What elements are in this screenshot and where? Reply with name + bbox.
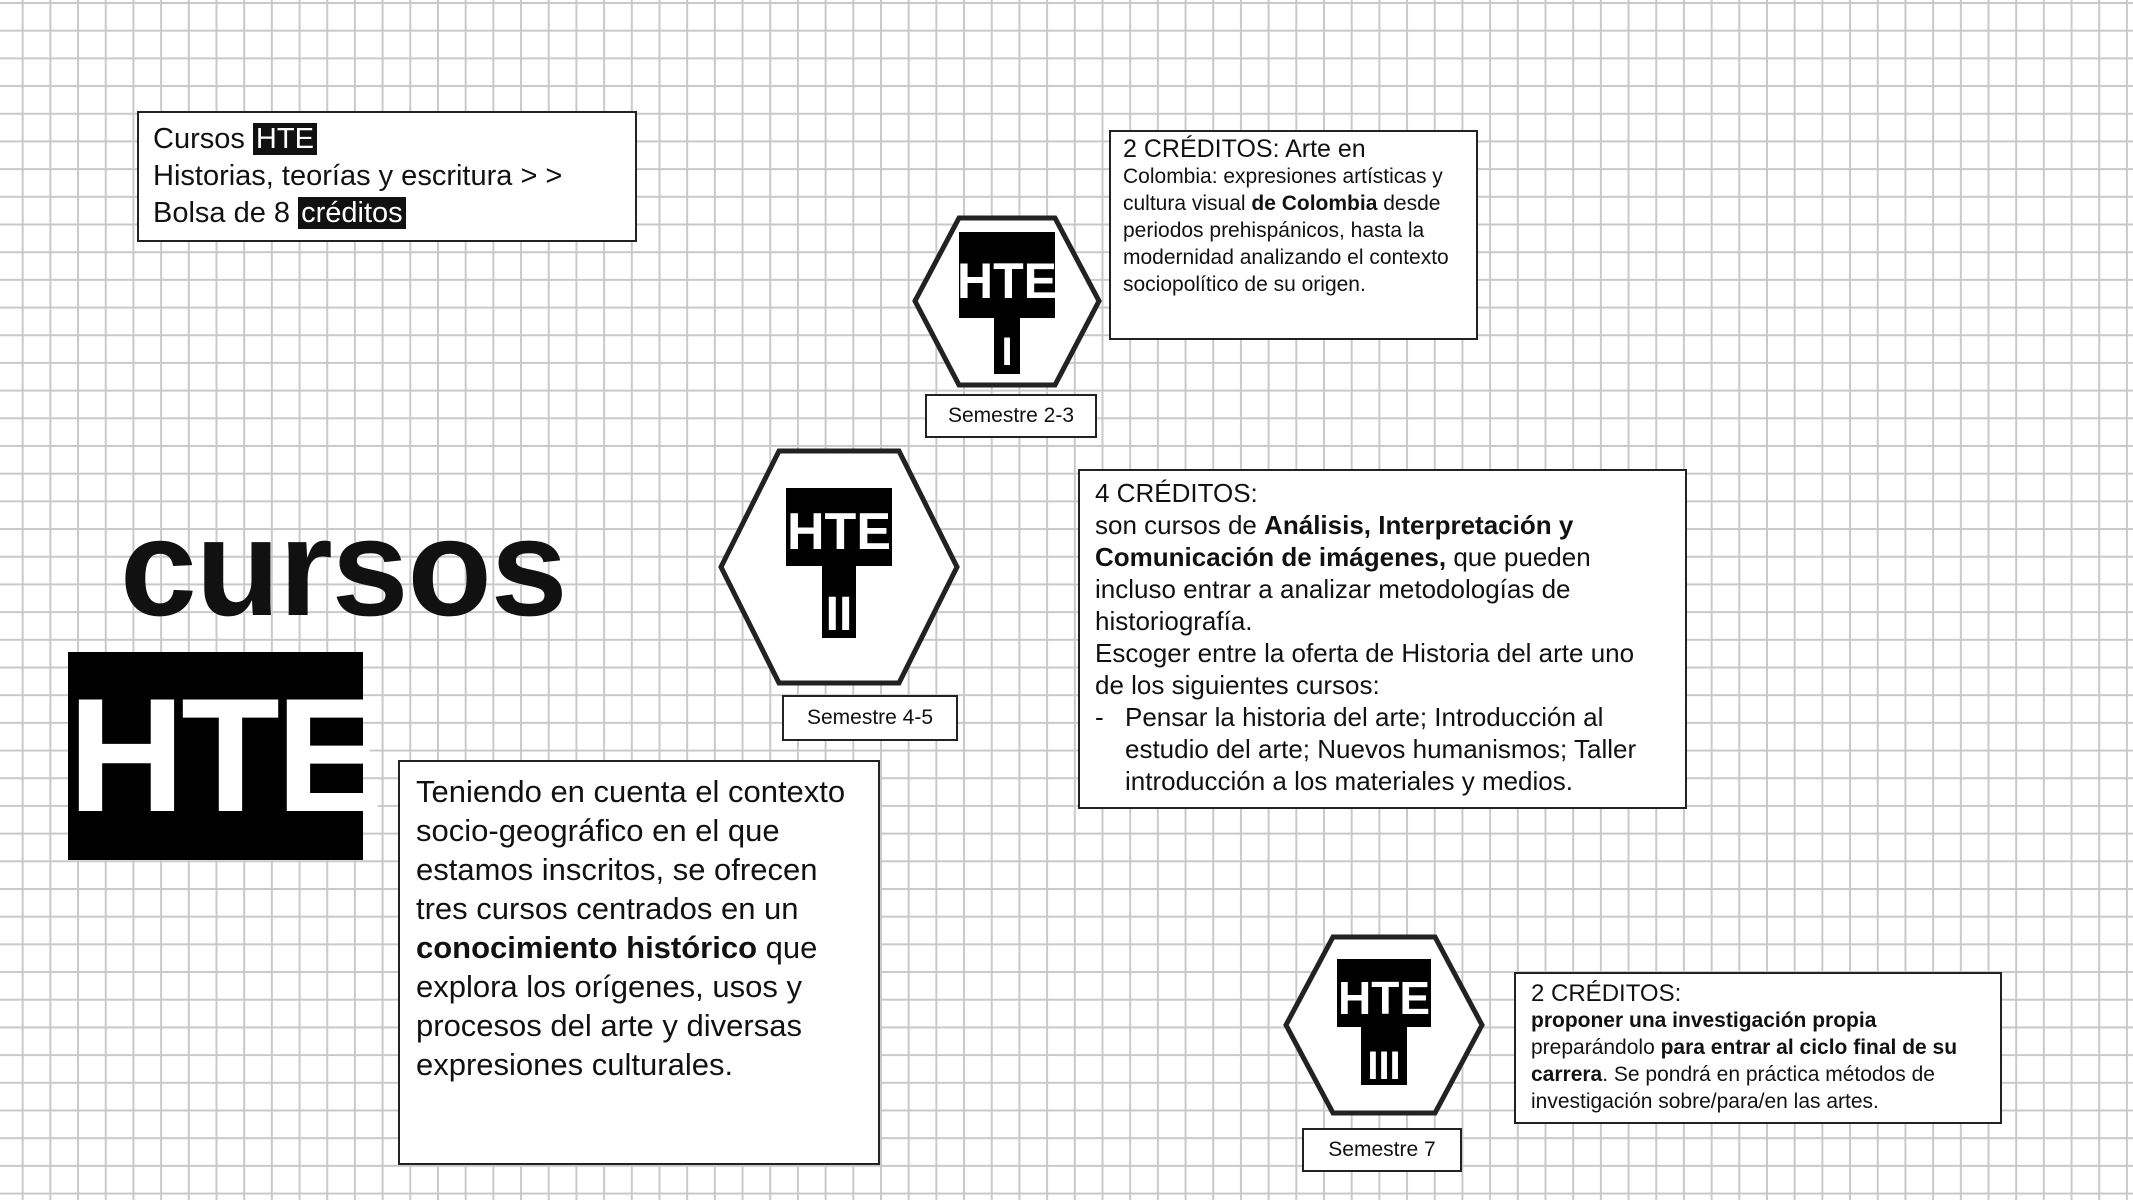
course-1-body [1123, 163, 1464, 298]
course-2-bold: Análisis, Interpretación y Comunicación de imágenes, [1095, 510, 1574, 572]
course-3-text: preparándolo [1531, 1036, 1661, 1059]
page-title-hte-badge: HTE [68, 652, 363, 860]
course-2-body [1095, 509, 1670, 637]
course-1-description [1109, 130, 1478, 340]
hte-2-numeral: II [825, 588, 853, 641]
header-hte-highlight: HTE [253, 123, 317, 155]
course-2-description [1078, 469, 1687, 809]
intro-text: Teniendo en cuenta el contexto socio-geográfico en el que estamos inscritos, se ofrecen tres cursos centrados en un [416, 774, 846, 926]
intro-box [398, 760, 880, 1165]
course-2-bullet-text: Pensar la historia del arte; Introducción al estudio del arte; Nuevos humanismos; Taller introducción a los materiales y medios. [1125, 702, 1637, 796]
semester-label-1: Semestre 2-3 [925, 394, 1097, 438]
header-box [137, 111, 637, 242]
header-line-1 [153, 121, 621, 158]
course-3-text-end: . Se pondrá en práctica métodos de investigación sobre/para/en las artes. [1531, 1063, 1935, 1113]
hte-1-numeral: I [1001, 330, 1013, 374]
course-1-text: Colombia: expresiones artísticas y cultura visual [1123, 165, 1443, 215]
course-3-heading: 2 CRÉDITOS: [1531, 980, 1682, 1007]
course-3-body [1531, 1007, 1985, 1115]
course-3-bold-1: proponer una investigación propia [1531, 1009, 1877, 1032]
course-3-bold-2: para entrar al ciclo final de su carrera [1531, 1036, 1958, 1086]
course-2-choose: Escoger entre la oferta de Historia del arte uno de los siguientes cursos: [1095, 638, 1635, 700]
hte-3-badge-text: HTE [1338, 972, 1430, 1024]
header-line-3 [153, 195, 621, 232]
course-2-bullet [1095, 701, 1670, 797]
header-cursos-label: Cursos [153, 123, 245, 155]
hte-1-badge-text: HTE [957, 253, 1057, 309]
semester-label-2: Semestre 4-5 [782, 695, 958, 741]
hte-1-hexagon-icon [912, 215, 1102, 388]
course-2-text: son cursos de [1095, 510, 1265, 540]
header-creditos-highlight: créditos [298, 197, 406, 229]
page-title-cursos: cursos [120, 491, 567, 645]
course-2-text-end: que pueden incluso entrar a analizar metodologías de historiografía. [1095, 542, 1591, 636]
hte-2-hexagon-icon [718, 448, 960, 686]
bullet-dash: - [1095, 702, 1104, 732]
header-line-2: Historias, teorías y escritura > > [153, 160, 563, 192]
intro-text-end: que explora los orígenes, usos y procesos del arte y diversas expresiones culturales. [416, 930, 818, 1082]
hte-3-numeral: III [1367, 1044, 1401, 1088]
hte-3-hexagon-icon [1283, 934, 1485, 1116]
course-1-bold: de Colombia [1251, 192, 1378, 215]
semester-label-3: Semestre 7 [1302, 1128, 1462, 1172]
course-1-text-end: desde periodos prehispánicos, hasta la modernidad analizando el contexto sociopolítico de su origen. [1123, 192, 1449, 296]
header-bolsa-label: Bolsa de 8 [153, 197, 291, 229]
hte-2-badge-text: HTE [787, 503, 891, 561]
course-2-heading: 4 CRÉDITOS: [1095, 478, 1258, 508]
course-3-description [1514, 972, 2002, 1124]
intro-bold: conocimiento histórico [416, 930, 758, 965]
course-1-heading: 2 CRÉDITOS: Arte en [1123, 135, 1366, 163]
